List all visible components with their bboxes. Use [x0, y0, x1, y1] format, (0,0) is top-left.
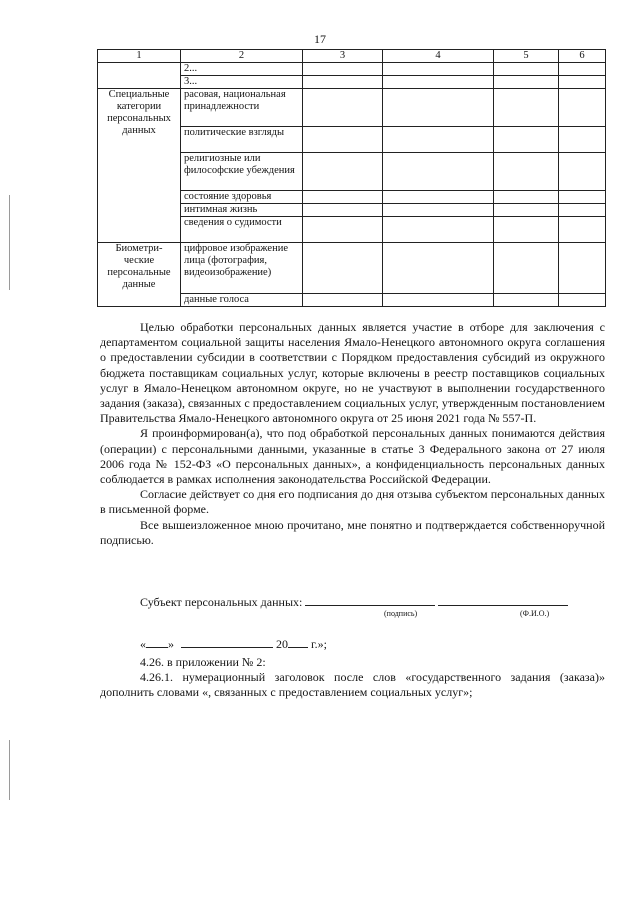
table-cell-item: цифровое изображение лица (фотография, видеоизображение) [181, 243, 303, 294]
table-header-cell: 6 [559, 50, 606, 63]
table-cell [559, 243, 606, 294]
table-header-row [98, 50, 606, 63]
amendment-item: 4.26.1. нумерационный заголовок после слов «государственного задания (заказа)» дополнить словами «, связанных с предоставлением социальных услуг»; [100, 670, 605, 700]
table-cell [494, 153, 559, 191]
table-cell [383, 127, 494, 153]
signature-caption: (подпись) [384, 609, 418, 618]
table-cell [303, 294, 383, 307]
table-cell [383, 63, 494, 76]
table-cell-item: политические взгляды [181, 127, 303, 153]
table-cell [303, 191, 383, 204]
table-cell [559, 204, 606, 217]
table-cell-item: данные голоса [181, 294, 303, 307]
table-cell [383, 76, 494, 89]
table-header-cell: 1 [98, 50, 181, 63]
table-cell [383, 204, 494, 217]
signature-line [140, 594, 568, 610]
table-row [98, 243, 606, 294]
name-caption: (Ф.И.О.) [520, 609, 550, 618]
year-blank [288, 636, 308, 648]
table-cell-item: сведения о судимости [181, 217, 303, 243]
table-cell [494, 191, 559, 204]
table-row [98, 63, 606, 76]
table-cell [559, 217, 606, 243]
day-blank [146, 636, 168, 648]
scan-edge-mark [9, 195, 10, 290]
signature-label: Субъект персональных данных: [140, 595, 303, 609]
table-cell [303, 127, 383, 153]
name-blank [438, 594, 568, 606]
table-cell-item: интимная жизнь [181, 204, 303, 217]
year-suffix: г.»; [311, 637, 327, 651]
table-cell [383, 153, 494, 191]
page-number: 17 [314, 32, 326, 46]
table-cell-category: Специальные категории персональных данных [98, 89, 181, 243]
amendment-item: 4.26. в приложении № 2: [140, 655, 266, 669]
table-cell [383, 243, 494, 294]
table-header-cell: 3 [303, 50, 383, 63]
table-cell [383, 294, 494, 307]
validity-paragraph: Согласие действует со дня его подписания до дня отзыва субъектом персональных данных в письменной форме. [100, 487, 605, 517]
scan-edge-mark [9, 740, 10, 800]
table-header-cell: 2 [181, 50, 303, 63]
signature-blank [305, 594, 435, 606]
table-cell [559, 89, 606, 127]
informed-paragraph: Я проинформирован(а), что под обработкой персональных данных понимаются действия (операции) с персональными данными, указанные в статье 3 Федерального закона от 27 июля 2006 года № 152-ФЗ «О персональных данных», а конфиденциальность персональных данных соблюдается в рамках исполнения законодательства Российской Федерации. [100, 426, 605, 487]
personal-data-table [97, 49, 606, 307]
table-cell-item: состояние здоровья [181, 191, 303, 204]
table-cell [303, 153, 383, 191]
table-cell [494, 89, 559, 127]
year-prefix: 20 [276, 637, 288, 651]
table-cell [383, 191, 494, 204]
table-cell [559, 63, 606, 76]
amendments [100, 655, 605, 701]
table-cell [494, 63, 559, 76]
table-cell-item: расовая, национальная принадлежности [181, 89, 303, 127]
date-open-quote: « [140, 637, 146, 651]
table-cell [303, 63, 383, 76]
table-header-cell: 4 [383, 50, 494, 63]
table-cell-item: 3... [181, 76, 303, 89]
table-cell [559, 153, 606, 191]
table-cell-category [98, 63, 181, 89]
table-cell [559, 127, 606, 153]
consent-text [100, 320, 605, 548]
table-cell [303, 204, 383, 217]
date-line [140, 636, 327, 652]
purpose-paragraph: Целью обработки персональных данных является участие в отборе для заключения с департаментом социальной защиты населения Ямало-Ненецкого автономного округа соглашения о предоставлении субсидии в соответствии с Порядком предоставления субсидий из окружного бюджета поставщикам социальных услуг, которые включены в реестр поставщиков социальных услуг в Ямало-Ненецком автономном округе, но не участвуют в выполнении государственного задания (заказа), связанных с предоставлением социальных услуг, утвержденным постановлением Правительства Ямало-Ненецкого автономного округа от 25 июня 2021 года № 557-П. [100, 320, 605, 426]
table-header-cell: 5 [494, 50, 559, 63]
table-cell [494, 127, 559, 153]
table-cell [303, 76, 383, 89]
table-cell [383, 89, 494, 127]
table-cell [303, 243, 383, 294]
month-blank [181, 636, 273, 648]
confirmation-paragraph: Все вышеизложенное мною прочитано, мне понятно и подтверждается собственноручной подписью. [100, 517, 605, 547]
table-cell [494, 294, 559, 307]
table-cell [559, 294, 606, 307]
table-cell [494, 76, 559, 89]
table-cell [303, 89, 383, 127]
table-cell [303, 217, 383, 243]
table-cell [383, 217, 494, 243]
table-cell [494, 217, 559, 243]
table-cell-item: 2... [181, 63, 303, 76]
table-cell-category: Биометри-ческие персональные данные [98, 243, 181, 307]
table-cell [494, 243, 559, 294]
table-row [98, 89, 606, 127]
table-cell [494, 204, 559, 217]
table-cell [559, 76, 606, 89]
date-close-quote: » [168, 637, 174, 651]
table-cell-item: религиозные или философские убеждения [181, 153, 303, 191]
table-cell [559, 191, 606, 204]
